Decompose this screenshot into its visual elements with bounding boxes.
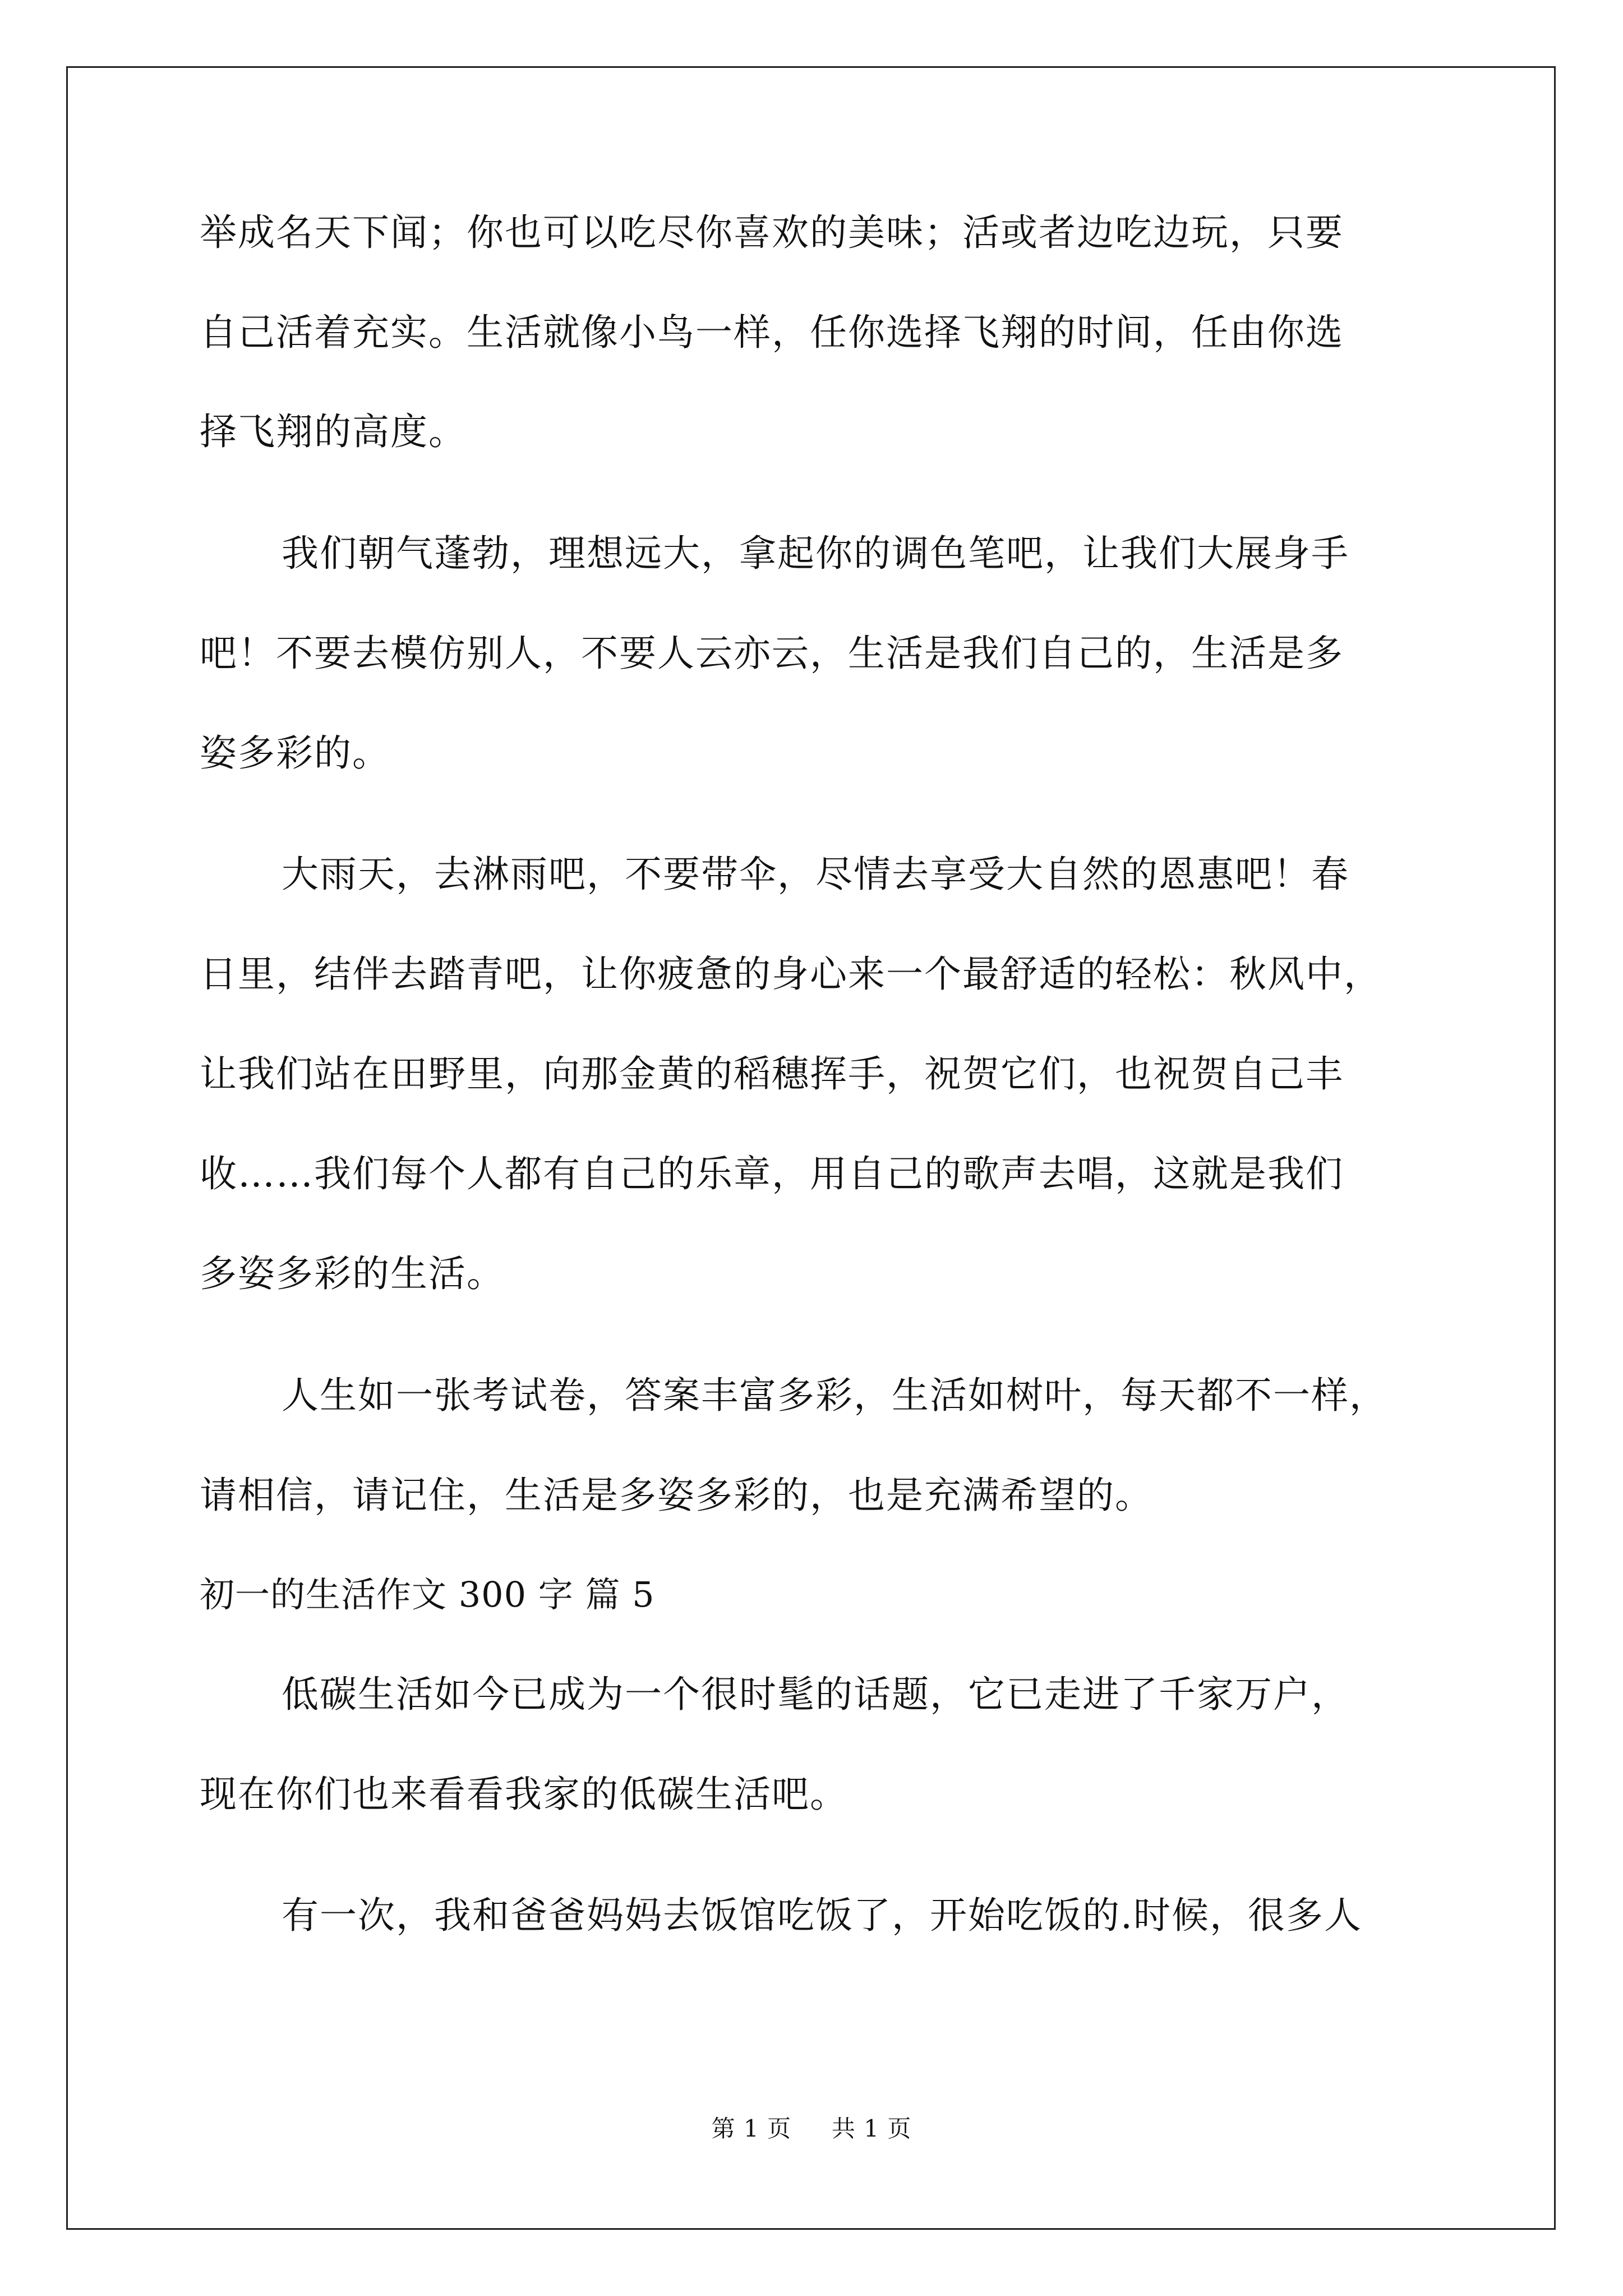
paragraph-line: 我们朝气蓬勃，理想远大，拿起你的调色笔吧，让我们大展身手: [282, 532, 1349, 575]
paragraph-line: 有一次，我和爸爸妈妈去饭馆吃饭了，开始吃饭的.时候，很多人: [282, 1894, 1362, 1937]
paragraph-line: 吧！不要去模仿别人，不要人云亦云，生活是我们自己的，生活是多: [200, 632, 1344, 675]
paragraph-line: 举成名天下闻；你也可以吃尽你喜欢的美味；活或者边吃边玩，只要: [200, 211, 1344, 254]
paragraph-line: 让我们站在田野里，向那金黄的稻穗挥手，祝贺它们，也祝贺自己丰: [200, 1052, 1344, 1096]
paragraph-line: 低碳生活如今已成为一个很时髦的话题，它已走进了千家万户，: [282, 1673, 1349, 1716]
page-footer: [0, 2115, 1623, 2143]
section-heading: 初一的生活作文 300 字 篇 5: [200, 1574, 655, 1615]
paragraph-line: 请相信，请记住，生活是多姿多彩的，也是充满希望的。: [200, 1474, 1153, 1517]
paragraph-line: 自己活着充实。生活就像小鸟一样，任你选择飞翔的时间，任由你选: [200, 311, 1344, 354]
page-number-total: 共 1 页: [831, 2115, 912, 2142]
paragraph-line: 姿多彩的。: [200, 731, 390, 775]
paragraph-line: 现在你们也来看看我家的低碳生活吧。: [200, 1773, 848, 1816]
page-number-current: 第 1 页: [711, 2115, 792, 2142]
paragraph-line: 择飞翔的高度。: [200, 410, 467, 453]
paragraph-line: 日里，结伴去踏青吧，让你疲惫的身心来一个最舒适的轻松：秋风中，: [200, 953, 1382, 996]
paragraph-line: 大雨天，去淋雨吧，不要带伞，尽情去享受大自然的恩惠吧！春: [282, 853, 1349, 896]
paragraph-line: 人生如一张考试卷，答案丰富多彩，生活如树叶，每天都不一样，: [282, 1374, 1387, 1417]
paragraph-line: 多姿多彩的生活。: [200, 1252, 505, 1295]
paragraph-line: 收……我们每个人都有自己的乐章，用自己的歌声去唱，这就是我们: [200, 1152, 1344, 1195]
